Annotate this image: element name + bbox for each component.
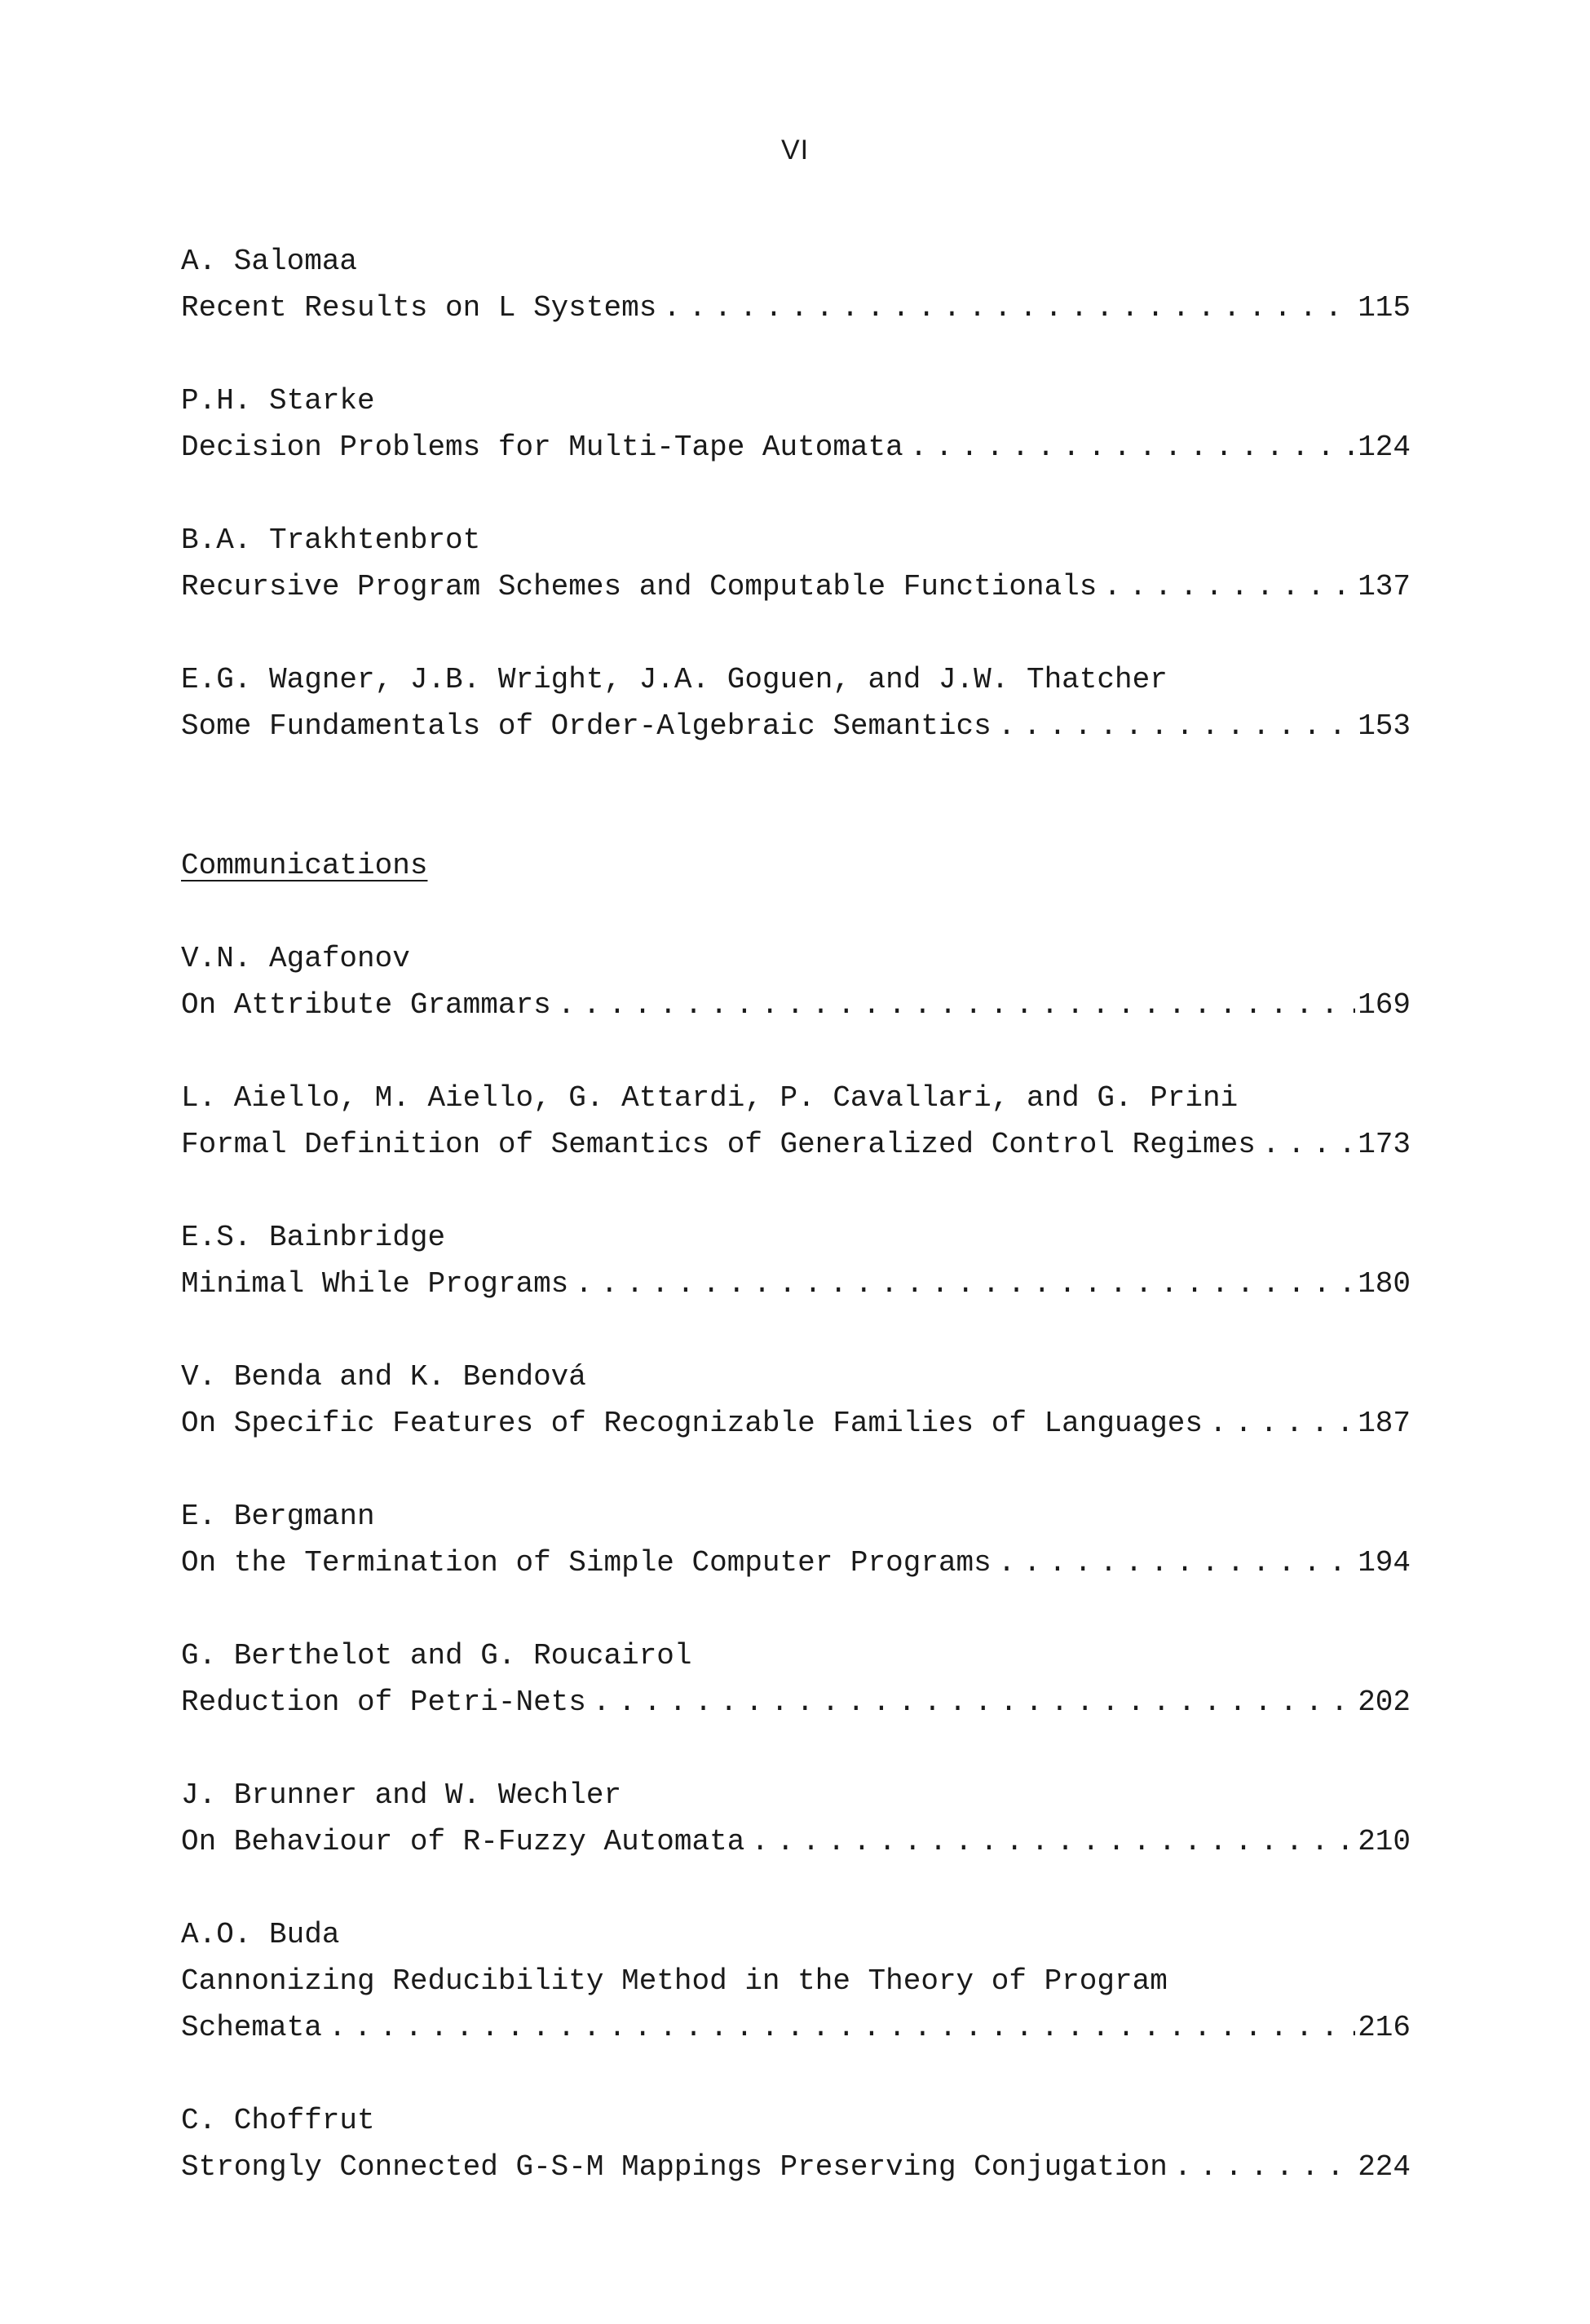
- entry-title-row: [181, 1261, 1411, 1307]
- entry-page-number: 187: [1358, 1407, 1411, 1440]
- dot-leader: [568, 1261, 1355, 1307]
- dot-leader: [992, 703, 1355, 749]
- entry-page-number: 115: [1358, 291, 1411, 325]
- entry-title-row: [181, 1679, 1411, 1725]
- entry-title: Strongly Connected G-S-M Mappings Preserving Conjugation: [181, 2150, 1168, 2184]
- entry-page-number: 153: [1358, 709, 1411, 743]
- toc-entry: [181, 517, 1411, 610]
- section-heading-communications: Communications: [181, 849, 428, 882]
- entry-title: Decision Problems for Multi-Tape Automata: [181, 431, 903, 464]
- toc-entry: [181, 378, 1411, 471]
- entry-title: Schemata: [181, 2011, 322, 2044]
- dot-leader: [1256, 1121, 1355, 1168]
- entry-authors: V. Benda and K. Bendová: [181, 1360, 586, 1394]
- entry-authors: A. Salomaa: [181, 245, 358, 278]
- toc-entry: [181, 1214, 1411, 1307]
- entry-title-row: [181, 1540, 1411, 1586]
- entry-page-number: 210: [1358, 1825, 1411, 1858]
- dot-leader: [586, 1679, 1355, 1725]
- entry-title-row: [181, 424, 1411, 471]
- toc-entry: [181, 2097, 1411, 2190]
- dot-leader: [322, 2004, 1355, 2051]
- entry-title-row: [181, 703, 1411, 749]
- entry-authors: G. Berthelot and G. Roucairol: [181, 1639, 692, 1672]
- entry-title: On Specific Features of Recognizable Families of Languages: [181, 1407, 1204, 1440]
- toc-entry: [181, 1911, 1411, 2051]
- toc-entry: [181, 935, 1411, 1028]
- entry-title-line: Cannonizing Reducibility Method in the Theory of Program: [181, 1964, 1168, 1998]
- entry-authors: E.S. Bainbridge: [181, 1221, 446, 1254]
- toc-entry: [181, 1493, 1411, 1586]
- toc-entry: [181, 1633, 1411, 1725]
- communications-list: [181, 935, 1411, 2190]
- page-number: VI: [780, 135, 810, 166]
- entry-title-row: [181, 2144, 1411, 2190]
- entry-title-row: [181, 1818, 1411, 1865]
- entry-title: On the Termination of Simple Computer Programs: [181, 1546, 992, 1580]
- entry-page-number: 137: [1358, 570, 1411, 603]
- entry-page-number: 216: [1358, 2011, 1411, 2044]
- entry-title-row: [181, 285, 1411, 331]
- dot-leader: [992, 1540, 1355, 1586]
- table-of-contents: [181, 238, 1411, 2237]
- entry-title: Formal Definition of Semantics of Generalized Control Regimes: [181, 1128, 1256, 1161]
- entry-authors: C. Choffrut: [181, 2104, 375, 2137]
- dot-leader: [1097, 563, 1355, 610]
- toc-entry: [181, 1075, 1411, 1168]
- entry-title: On Behaviour of R-Fuzzy Automata: [181, 1825, 745, 1858]
- entry-page-number: 202: [1358, 1686, 1411, 1719]
- entry-title-row: [181, 2004, 1411, 2051]
- entry-authors: E.G. Wagner, J.B. Wright, J.A. Goguen, and J.W. Thatcher: [181, 663, 1168, 696]
- toc-entry: [181, 1354, 1411, 1447]
- dot-leader: [656, 285, 1355, 331]
- entry-page-number: 194: [1358, 1546, 1411, 1580]
- entry-title: Some Fundamentals of Order-Algebraic Semantics: [181, 709, 992, 743]
- toc-entry: [181, 1772, 1411, 1865]
- entry-authors: J. Brunner and W. Wechler: [181, 1778, 622, 1812]
- entry-title-row: [181, 1121, 1411, 1168]
- entry-title-row: [181, 1400, 1411, 1447]
- dot-leader: [1203, 1400, 1355, 1447]
- entry-authors: A.O. Buda: [181, 1918, 340, 1951]
- entry-page-number: 169: [1358, 988, 1411, 1022]
- entry-authors: B.A. Trakhtenbrot: [181, 524, 481, 557]
- entry-title: On Attribute Grammars: [181, 988, 551, 1022]
- entry-authors: E. Bergmann: [181, 1500, 375, 1533]
- dot-leader: [744, 1818, 1355, 1865]
- toc-entry: [181, 238, 1411, 331]
- toc-entry: [181, 656, 1411, 749]
- entry-page-number: 224: [1358, 2150, 1411, 2184]
- entry-title: Recursive Program Schemes and Computable Functionals: [181, 570, 1098, 603]
- invited-papers-list: [181, 238, 1411, 749]
- entry-title: Recent Results on L Systems: [181, 291, 657, 325]
- entry-authors: P.H. Starke: [181, 384, 375, 418]
- dot-leader: [1168, 2144, 1355, 2190]
- dot-leader: [551, 982, 1355, 1028]
- entry-page-number: 124: [1358, 431, 1411, 464]
- entry-title-row: [181, 563, 1411, 610]
- entry-title: Minimal While Programs: [181, 1267, 569, 1301]
- entry-authors: L. Aiello, M. Aiello, G. Attardi, P. Cavallari, and G. Prini: [181, 1081, 1239, 1115]
- entry-page-number: 173: [1358, 1128, 1411, 1161]
- entry-authors: V.N. Agafonov: [181, 942, 410, 975]
- dot-leader: [903, 424, 1355, 471]
- entry-title-row: [181, 982, 1411, 1028]
- entry-title: Reduction of Petri-Nets: [181, 1686, 586, 1719]
- entry-page-number: 180: [1358, 1267, 1411, 1301]
